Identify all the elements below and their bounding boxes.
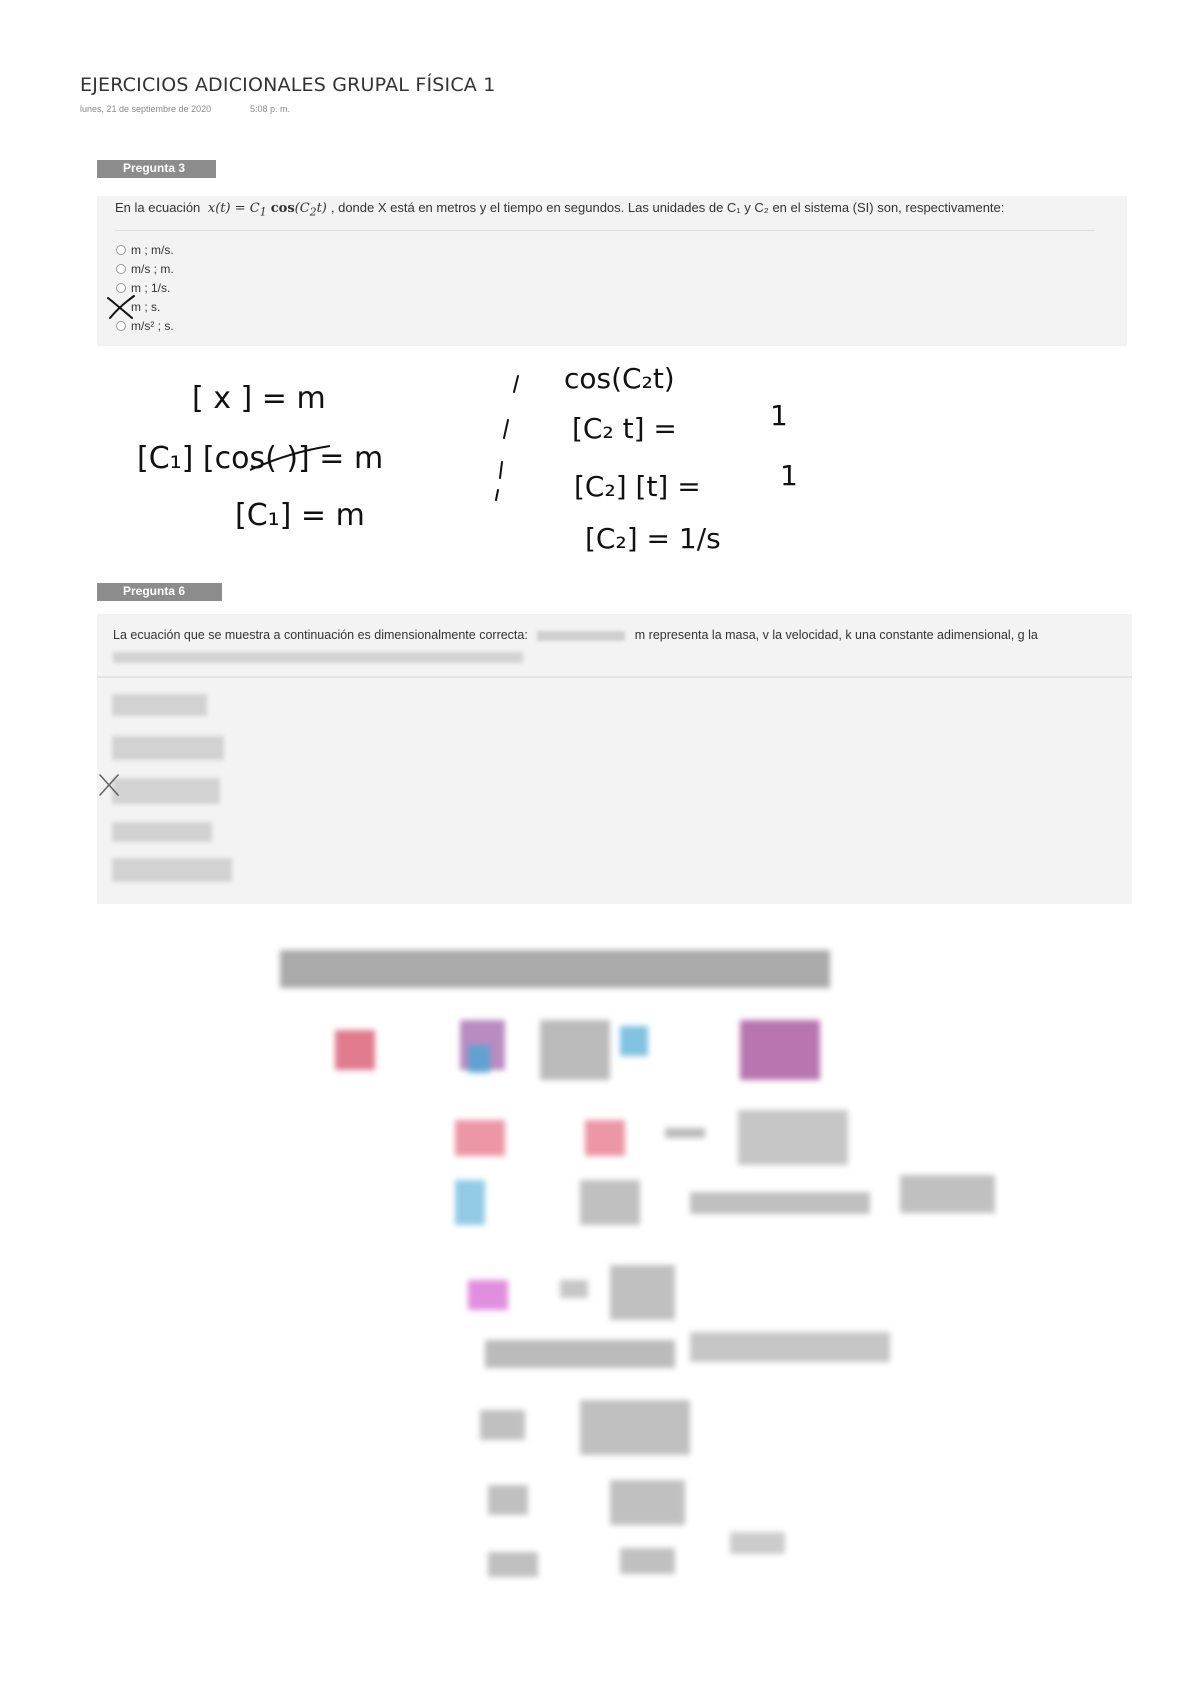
option-label: m ; m/s.: [131, 243, 174, 257]
hw-right-line2-value: 1: [770, 399, 788, 432]
option-label: m ; s.: [131, 300, 161, 314]
option-label: m ; 1/s.: [131, 281, 171, 295]
page-date: lunes, 21 de septiembre de 2020: [80, 104, 212, 114]
question-6-text-before: La ecuación que se muestra a continuación es dimensionalmente correcta:: [113, 628, 528, 642]
hw-left-line3: [C₁] = m: [235, 498, 365, 533]
page-time: 5:08 p. m.: [250, 104, 291, 114]
question-6-text-after: m representa la masa, v la velocidad, k una constante adimensional, g la: [634, 628, 1038, 642]
option-label: m/s² ; s.: [131, 319, 174, 333]
hw-separator: [496, 376, 518, 500]
hw-left-line2: [C₁] [cos( )] = m: [137, 441, 384, 476]
hw-right-line3: [C₂] [t] =: [574, 470, 701, 503]
question-3-text-after: , donde X está en metros y el tiempo en segundos. Las unidades de C₁ y C₂ en el sistema (SI) son, respectivamente:: [330, 200, 1005, 215]
question-3-label: Pregunta 3: [97, 160, 216, 178]
hw-right-line3-value: 1: [780, 459, 798, 492]
x-mark-option-4: [108, 296, 134, 318]
hw-right-line2: [C₂ t] =: [572, 412, 677, 445]
question-6-label: Pregunta 6: [97, 583, 222, 601]
option-label: m/s ; m.: [131, 262, 174, 276]
equation-x-t: $x(t) = C_1$ $\cos(C_2t)$: [207, 201, 327, 219]
hw-left-line1: [ x ] = m: [192, 381, 326, 416]
x-mark-question-6: [100, 775, 118, 795]
hw-right-line1: cos(C₂t): [564, 362, 675, 395]
question-3-text-before: En la ecuación: [115, 200, 201, 215]
page-title: EJERCICIOS ADICIONALES GRUPAL FÍSICA 1: [80, 74, 496, 96]
hw-right-line4: [C₂] = 1/s: [585, 522, 721, 555]
blurred-solution-q6: [280, 950, 995, 1577]
